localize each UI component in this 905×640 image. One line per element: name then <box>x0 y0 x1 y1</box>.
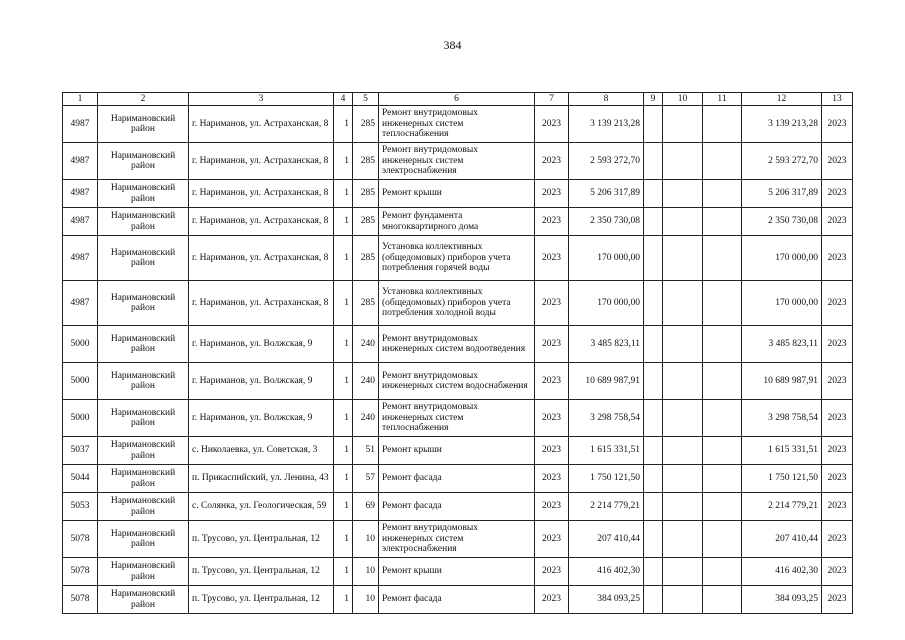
address-cell: г. Нариманов, ул. Астраханская, 8 <box>189 281 334 326</box>
col11-cell <box>703 400 742 437</box>
col9-cell <box>644 437 663 465</box>
col9-cell <box>644 143 663 180</box>
col5-cell: 240 <box>353 326 379 363</box>
col11-cell <box>703 143 742 180</box>
col4-cell: 1 <box>334 236 353 281</box>
end-year-cell: 2023 <box>822 521 853 558</box>
end-year-cell: 2023 <box>822 281 853 326</box>
year-cell: 2023 <box>535 208 569 236</box>
end-year-cell: 2023 <box>822 363 853 400</box>
col4-cell: 1 <box>334 558 353 586</box>
col11-cell <box>703 281 742 326</box>
address-cell: п. Трусово, ул. Центральная, 12 <box>189 558 334 586</box>
district-cell: Наримановский район <box>98 437 189 465</box>
year-cell: 2023 <box>535 180 569 208</box>
col9-cell <box>644 363 663 400</box>
cost-cell: 2 593 272,70 <box>569 143 644 180</box>
record-id: 5053 <box>63 493 98 521</box>
record-id: 5037 <box>63 437 98 465</box>
col11-cell <box>703 208 742 236</box>
col5-cell: 10 <box>353 521 379 558</box>
record-id: 5000 <box>63 400 98 437</box>
work-type-cell: Ремонт внутридомовых инженерных систем водоотведения <box>379 326 535 363</box>
total-cost-cell: 384 093,25 <box>742 586 822 614</box>
col9-cell <box>644 236 663 281</box>
table-row <box>63 208 853 236</box>
year-cell: 2023 <box>535 437 569 465</box>
year-cell: 2023 <box>535 586 569 614</box>
col9-cell <box>644 558 663 586</box>
col11-cell <box>703 586 742 614</box>
total-cost-cell: 207 410,44 <box>742 521 822 558</box>
col10-cell <box>663 493 703 521</box>
work-type-cell: Ремонт внутридомовых инженерных систем водоснабжения <box>379 363 535 400</box>
end-year-cell: 2023 <box>822 558 853 586</box>
year-cell: 2023 <box>535 363 569 400</box>
end-year-cell: 2023 <box>822 586 853 614</box>
district-cell: Наримановский район <box>98 326 189 363</box>
col11-cell <box>703 180 742 208</box>
column-header-11: 11 <box>703 93 742 106</box>
col5-cell: 51 <box>353 437 379 465</box>
column-header-4: 4 <box>334 93 353 106</box>
col10-cell <box>663 558 703 586</box>
end-year-cell: 2023 <box>822 493 853 521</box>
record-id: 4987 <box>63 106 98 143</box>
col9-cell <box>644 586 663 614</box>
work-type-cell: Ремонт фасада <box>379 586 535 614</box>
district-cell: Наримановский район <box>98 363 189 400</box>
col4-cell: 1 <box>334 493 353 521</box>
year-cell: 2023 <box>535 281 569 326</box>
col10-cell <box>663 586 703 614</box>
work-type-cell: Установка коллективных (общедомовых) приборов учета потребления холодной воды <box>379 281 535 326</box>
column-header-2: 2 <box>98 93 189 106</box>
cost-cell: 10 689 987,91 <box>569 363 644 400</box>
col5-cell: 285 <box>353 281 379 326</box>
address-cell: п. Трусово, ул. Центральная, 12 <box>189 586 334 614</box>
end-year-cell: 2023 <box>822 106 853 143</box>
district-cell: Наримановский район <box>98 400 189 437</box>
total-cost-cell: 416 402,30 <box>742 558 822 586</box>
work-type-cell: Ремонт фасада <box>379 493 535 521</box>
table-row <box>63 326 853 363</box>
column-header-9: 9 <box>644 93 663 106</box>
end-year-cell: 2023 <box>822 326 853 363</box>
col11-cell <box>703 521 742 558</box>
col5-cell: 69 <box>353 493 379 521</box>
table-row <box>63 558 853 586</box>
table-row <box>63 106 853 143</box>
district-cell: Наримановский район <box>98 558 189 586</box>
total-cost-cell: 3 298 758,54 <box>742 400 822 437</box>
col4-cell: 1 <box>334 326 353 363</box>
year-cell: 2023 <box>535 326 569 363</box>
col5-cell: 10 <box>353 558 379 586</box>
district-cell: Наримановский район <box>98 521 189 558</box>
cost-cell: 2 214 779,21 <box>569 493 644 521</box>
col4-cell: 1 <box>334 180 353 208</box>
end-year-cell: 2023 <box>822 180 853 208</box>
total-cost-cell: 10 689 987,91 <box>742 363 822 400</box>
address-cell: г. Нариманов, ул. Астраханская, 8 <box>189 106 334 143</box>
total-cost-cell: 1 750 121,50 <box>742 465 822 493</box>
cost-cell: 2 350 730,08 <box>569 208 644 236</box>
cost-cell: 207 410,44 <box>569 521 644 558</box>
capital-repair-table <box>62 92 853 614</box>
cost-cell: 170 000,00 <box>569 281 644 326</box>
year-cell: 2023 <box>535 521 569 558</box>
record-id: 5078 <box>63 586 98 614</box>
cost-cell: 1 615 331,51 <box>569 437 644 465</box>
address-cell: г. Нариманов, ул. Астраханская, 8 <box>189 236 334 281</box>
address-cell: г. Нариманов, ул. Волжская, 9 <box>189 326 334 363</box>
end-year-cell: 2023 <box>822 465 853 493</box>
end-year-cell: 2023 <box>822 236 853 281</box>
col10-cell <box>663 326 703 363</box>
work-type-cell: Ремонт крыши <box>379 558 535 586</box>
col11-cell <box>703 236 742 281</box>
record-id: 5000 <box>63 363 98 400</box>
year-cell: 2023 <box>535 106 569 143</box>
col10-cell <box>663 521 703 558</box>
address-cell: с. Солянка, ул. Геологическая, 59 <box>189 493 334 521</box>
table-row <box>63 236 853 281</box>
record-id: 4987 <box>63 180 98 208</box>
col9-cell <box>644 400 663 437</box>
cost-cell: 416 402,30 <box>569 558 644 586</box>
district-cell: Наримановский район <box>98 586 189 614</box>
col11-cell <box>703 106 742 143</box>
end-year-cell: 2023 <box>822 400 853 437</box>
col9-cell <box>644 281 663 326</box>
year-cell: 2023 <box>535 465 569 493</box>
column-header-12: 12 <box>742 93 822 106</box>
table-row <box>63 521 853 558</box>
col9-cell <box>644 326 663 363</box>
col5-cell: 285 <box>353 236 379 281</box>
district-cell: Наримановский район <box>98 236 189 281</box>
cost-cell: 3 485 823,11 <box>569 326 644 363</box>
column-header-10: 10 <box>663 93 703 106</box>
record-id: 5078 <box>63 558 98 586</box>
column-number-row <box>63 93 853 106</box>
work-type-cell: Ремонт внутридомовых инженерных систем электроснабжения <box>379 521 535 558</box>
col9-cell <box>644 208 663 236</box>
end-year-cell: 2023 <box>822 208 853 236</box>
cost-cell: 5 206 317,89 <box>569 180 644 208</box>
col5-cell: 285 <box>353 208 379 236</box>
district-cell: Наримановский район <box>98 493 189 521</box>
col4-cell: 1 <box>334 586 353 614</box>
address-cell: г. Нариманов, ул. Астраханская, 8 <box>189 208 334 236</box>
cost-cell: 1 750 121,50 <box>569 465 644 493</box>
col10-cell <box>663 281 703 326</box>
record-id: 4987 <box>63 236 98 281</box>
page-number: 384 <box>443 38 462 52</box>
total-cost-cell: 3 485 823,11 <box>742 326 822 363</box>
col9-cell <box>644 106 663 143</box>
table-body <box>63 106 853 614</box>
col4-cell: 1 <box>334 208 353 236</box>
table-row <box>63 586 853 614</box>
table-row <box>63 400 853 437</box>
address-cell: п. Прикаспийский, ул. Ленина, 43 <box>189 465 334 493</box>
total-cost-cell: 2 593 272,70 <box>742 143 822 180</box>
table-row <box>63 180 853 208</box>
col4-cell: 1 <box>334 281 353 326</box>
col4-cell: 1 <box>334 465 353 493</box>
year-cell: 2023 <box>535 236 569 281</box>
col9-cell <box>644 521 663 558</box>
col9-cell <box>644 180 663 208</box>
address-cell: г. Нариманов, ул. Астраханская, 8 <box>189 180 334 208</box>
total-cost-cell: 2 214 779,21 <box>742 493 822 521</box>
col5-cell: 10 <box>353 586 379 614</box>
record-id: 5044 <box>63 465 98 493</box>
district-cell: Наримановский район <box>98 208 189 236</box>
record-id: 4987 <box>63 281 98 326</box>
work-type-cell: Установка коллективных (общедомовых) приборов учета потребления горячей воды <box>379 236 535 281</box>
district-cell: Наримановский район <box>98 281 189 326</box>
column-header-7: 7 <box>535 93 569 106</box>
table-row <box>63 493 853 521</box>
record-id: 5078 <box>63 521 98 558</box>
year-cell: 2023 <box>535 143 569 180</box>
col10-cell <box>663 465 703 493</box>
year-cell: 2023 <box>535 493 569 521</box>
table-row <box>63 437 853 465</box>
end-year-cell: 2023 <box>822 437 853 465</box>
col10-cell <box>663 400 703 437</box>
column-header-8: 8 <box>569 93 644 106</box>
total-cost-cell: 1 615 331,51 <box>742 437 822 465</box>
col4-cell: 1 <box>334 106 353 143</box>
col10-cell <box>663 236 703 281</box>
col9-cell <box>644 465 663 493</box>
col10-cell <box>663 208 703 236</box>
table-row <box>63 143 853 180</box>
total-cost-cell: 170 000,00 <box>742 281 822 326</box>
col11-cell <box>703 363 742 400</box>
col4-cell: 1 <box>334 363 353 400</box>
total-cost-cell: 3 139 213,28 <box>742 106 822 143</box>
col5-cell: 285 <box>353 143 379 180</box>
record-id: 4987 <box>63 208 98 236</box>
col11-cell <box>703 465 742 493</box>
total-cost-cell: 170 000,00 <box>742 236 822 281</box>
col5-cell: 57 <box>353 465 379 493</box>
col9-cell <box>644 493 663 521</box>
column-header-1: 1 <box>63 93 98 106</box>
district-cell: Наримановский район <box>98 143 189 180</box>
col5-cell: 240 <box>353 363 379 400</box>
col11-cell <box>703 326 742 363</box>
table-row <box>63 465 853 493</box>
year-cell: 2023 <box>535 400 569 437</box>
col5-cell: 285 <box>353 180 379 208</box>
cost-cell: 3 298 758,54 <box>569 400 644 437</box>
column-header-3: 3 <box>189 93 334 106</box>
address-cell: г. Нариманов, ул. Волжская, 9 <box>189 400 334 437</box>
col10-cell <box>663 106 703 143</box>
work-type-cell: Ремонт внутридомовых инженерных систем электроснабжения <box>379 143 535 180</box>
address-cell: п. Трусово, ул. Центральная, 12 <box>189 521 334 558</box>
total-cost-cell: 2 350 730,08 <box>742 208 822 236</box>
district-cell: Наримановский район <box>98 106 189 143</box>
work-type-cell: Ремонт внутридомовых инженерных систем теплоснабжения <box>379 106 535 143</box>
column-header-5: 5 <box>353 93 379 106</box>
column-header-6: 6 <box>379 93 535 106</box>
cost-cell: 3 139 213,28 <box>569 106 644 143</box>
address-cell: г. Нариманов, ул. Волжская, 9 <box>189 363 334 400</box>
col4-cell: 1 <box>334 521 353 558</box>
work-type-cell: Ремонт крыши <box>379 437 535 465</box>
record-id: 4987 <box>63 143 98 180</box>
col10-cell <box>663 143 703 180</box>
year-cell: 2023 <box>535 558 569 586</box>
col4-cell: 1 <box>334 400 353 437</box>
table-row <box>63 363 853 400</box>
column-header-13: 13 <box>822 93 853 106</box>
table-row <box>63 281 853 326</box>
col11-cell <box>703 437 742 465</box>
work-type-cell: Ремонт фасада <box>379 465 535 493</box>
record-id: 5000 <box>63 326 98 363</box>
col10-cell <box>663 363 703 400</box>
district-cell: Наримановский район <box>98 180 189 208</box>
col5-cell: 285 <box>353 106 379 143</box>
col4-cell: 1 <box>334 143 353 180</box>
col11-cell <box>703 493 742 521</box>
address-cell: с. Николаевка, ул. Советская, 3 <box>189 437 334 465</box>
work-type-cell: Ремонт фундамента многоквартирного дома <box>379 208 535 236</box>
col10-cell <box>663 437 703 465</box>
total-cost-cell: 5 206 317,89 <box>742 180 822 208</box>
work-type-cell: Ремонт внутридомовых инженерных систем теплоснабжения <box>379 400 535 437</box>
work-type-cell: Ремонт крыши <box>379 180 535 208</box>
col4-cell: 1 <box>334 437 353 465</box>
col5-cell: 240 <box>353 400 379 437</box>
cost-cell: 170 000,00 <box>569 236 644 281</box>
address-cell: г. Нариманов, ул. Астраханская, 8 <box>189 143 334 180</box>
cost-cell: 384 093,25 <box>569 586 644 614</box>
col10-cell <box>663 180 703 208</box>
district-cell: Наримановский район <box>98 465 189 493</box>
col11-cell <box>703 558 742 586</box>
end-year-cell: 2023 <box>822 143 853 180</box>
